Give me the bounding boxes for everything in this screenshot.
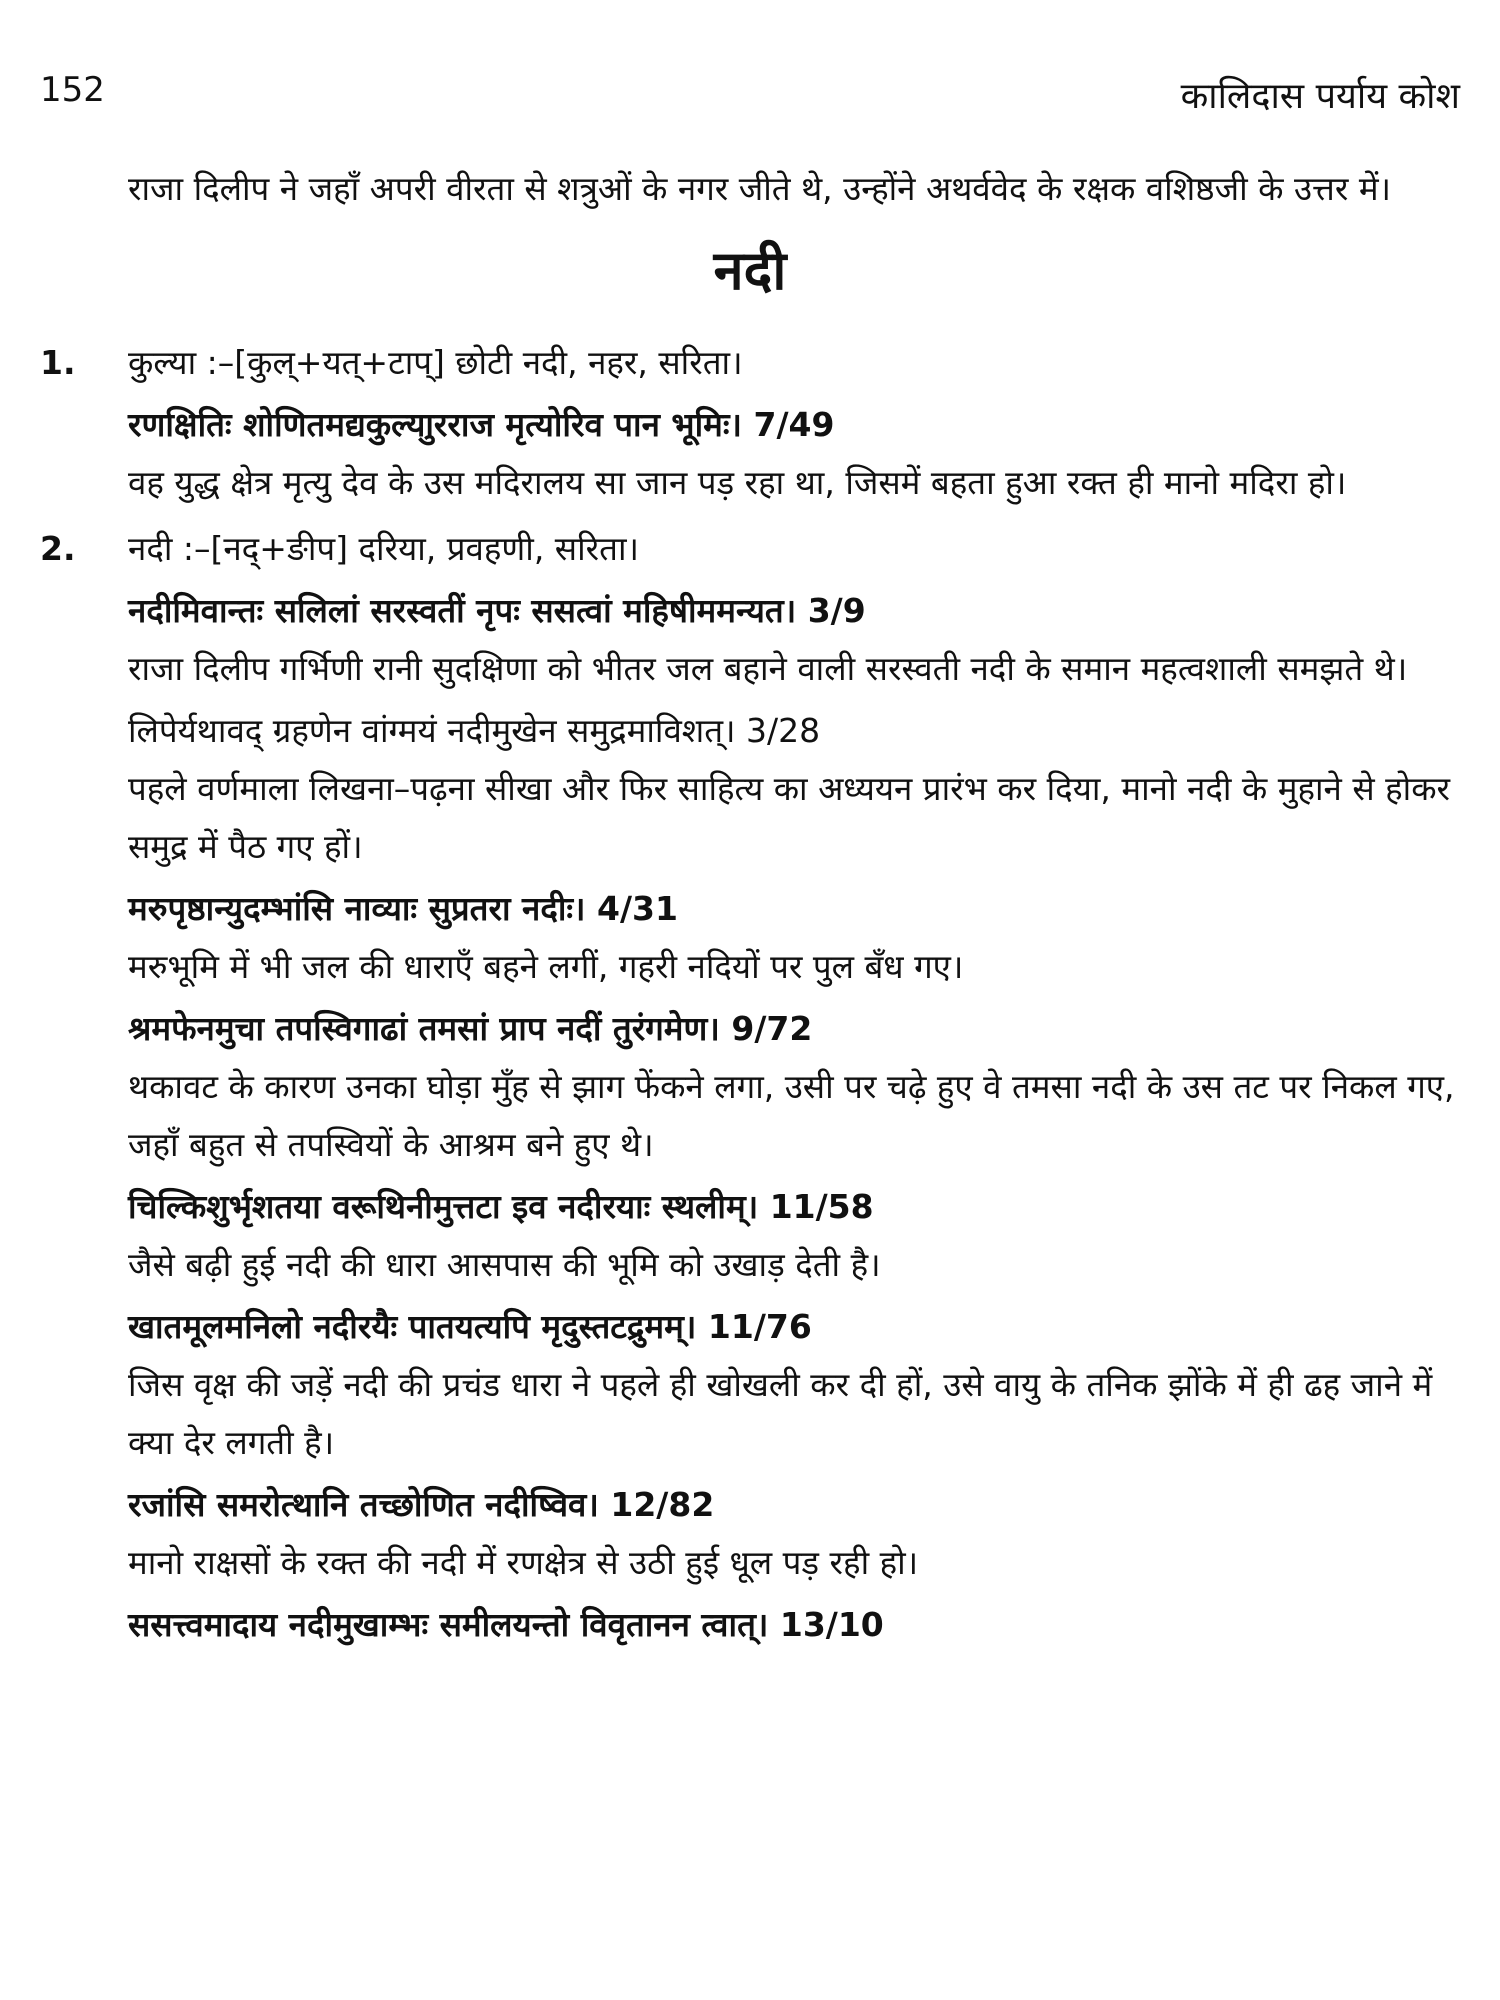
page-number: 152 [40, 70, 105, 110]
entry-definition: नदी :–[नद्+ङीप] दरिया, प्रवहणी, सरिता। [128, 529, 640, 568]
page-body [40, 160, 1460, 1654]
verse-translation: मरुभूमि में भी जल की धाराएँ बहने लगीं, गहरी नदियों पर पुल बँध गए। [128, 947, 964, 986]
verse-translation: जैसे बढ़ी हुई नदी की धारा आसपास की भूमि को उखाड़ देती है। [128, 1245, 881, 1284]
sanskrit-verse: श्रमफेनमुचा तपस्विगाढां तमसां प्राप नदीं तुरंगमेण। 9/72 [128, 1009, 813, 1048]
entry-number: 1. [40, 343, 76, 382]
verse-translation: थकावट के कारण उनका घोड़ा मुँह से झाग फेंकने लगा, उसी पर चढ़े हुए वे तमसा नदी के उस तट पर निकल गए, जहाँ बहुत से तपस्वियों के आश्रम बने हुए थे। [128, 1067, 1455, 1164]
verse-translation: वह युद्ध क्षेत्र मृत्यु देव के उस मदिरालय सा जान पड़ रहा था, जिसमें बहता हुआ रक्त ही मानो मदिरा हो। [128, 463, 1347, 502]
sanskrit-verse: रणक्षितिः शोणितमद्यकुल्याुरराज मृत्योरिव पान भूमिः। 7/49 [128, 405, 835, 444]
sanskrit-verse: मरुपृष्ठान्युदम्भांसि नाव्याः सुप्रतरा नदीः। 4/31 [128, 889, 678, 928]
entry-2 [40, 520, 1460, 1654]
verse-translation: जिस वृक्ष की जड़ें नदी की प्रचंड धारा ने पहले ही खोखली कर दी हों, उसे वायु के तनिक झोंके में ही ढह जाने में क्या देर लगती है। [128, 1365, 1433, 1462]
verse-translation: राजा दिलीप गर्भिणी रानी सुदक्षिणा को भीतर जल बहाने वाली सरस्वती नदी के समान महत्वशाली समझते थे। [128, 649, 1408, 688]
sanskrit-verse: चिल्किशुर्भृशतया वरूथिनीमुत्तटा इव नदीरयाः स्थलीम्। 11/58 [128, 1187, 874, 1226]
entry-1 [40, 334, 1460, 512]
intro-paragraph: राजा दिलीप ने जहाँ अपरी वीरता से शत्रुओं के नगर जीते थे, उन्होंने अथर्ववेद के रक्षक वशिष्ठजी के उत्तर में। [128, 169, 1392, 208]
entry-number: 2. [40, 529, 76, 568]
page-header [40, 70, 1460, 120]
sanskrit-verse: खातमूलमनिलो नदीरयैः पातयत्यपि मृदुस्तटद्रुमम्। 11/76 [128, 1307, 812, 1346]
entry-definition: कुल्या :–[कुल्+यत्+टाप्] छोटी नदी, नहर, सरिता। [128, 343, 743, 382]
verse-translation: मानो राक्षसों के रक्त की नदी में रणक्षेत्र से उठी हुई धूल पड़ रही हो। [128, 1543, 919, 1582]
sanskrit-verse: लिपेर्यथावद् ग्रहणेन वांग्मयं नदीमुखेन समुद्रमाविशत्। 3/28 [128, 711, 821, 750]
sanskrit-verse: नदीमिवान्तः सलिलां सरस्वतीं नृपः ससत्वां महिषीममन्यत। 3/9 [128, 591, 866, 630]
verse-translation: पहले वर्णमाला लिखना–पढ़ना सीखा और फिर साहित्य का अध्ययन प्रारंभ कर दिया, मानो नदी के मुहाने से होकर समुद्र में पैठ गए हों। [128, 769, 1451, 866]
sanskrit-verse: ससत्त्वमादाय नदीमुखाम्भः समीलयन्तो विवृतानन त्वात्। 13/10 [128, 1605, 884, 1644]
section-heading: नदी [713, 239, 787, 302]
sanskrit-verse: रजांसि समरोत्थानि तच्छोणित नदीष्विव। 12/82 [128, 1485, 715, 1524]
running-title: कालिदास पर्याय कोश [1180, 76, 1460, 117]
